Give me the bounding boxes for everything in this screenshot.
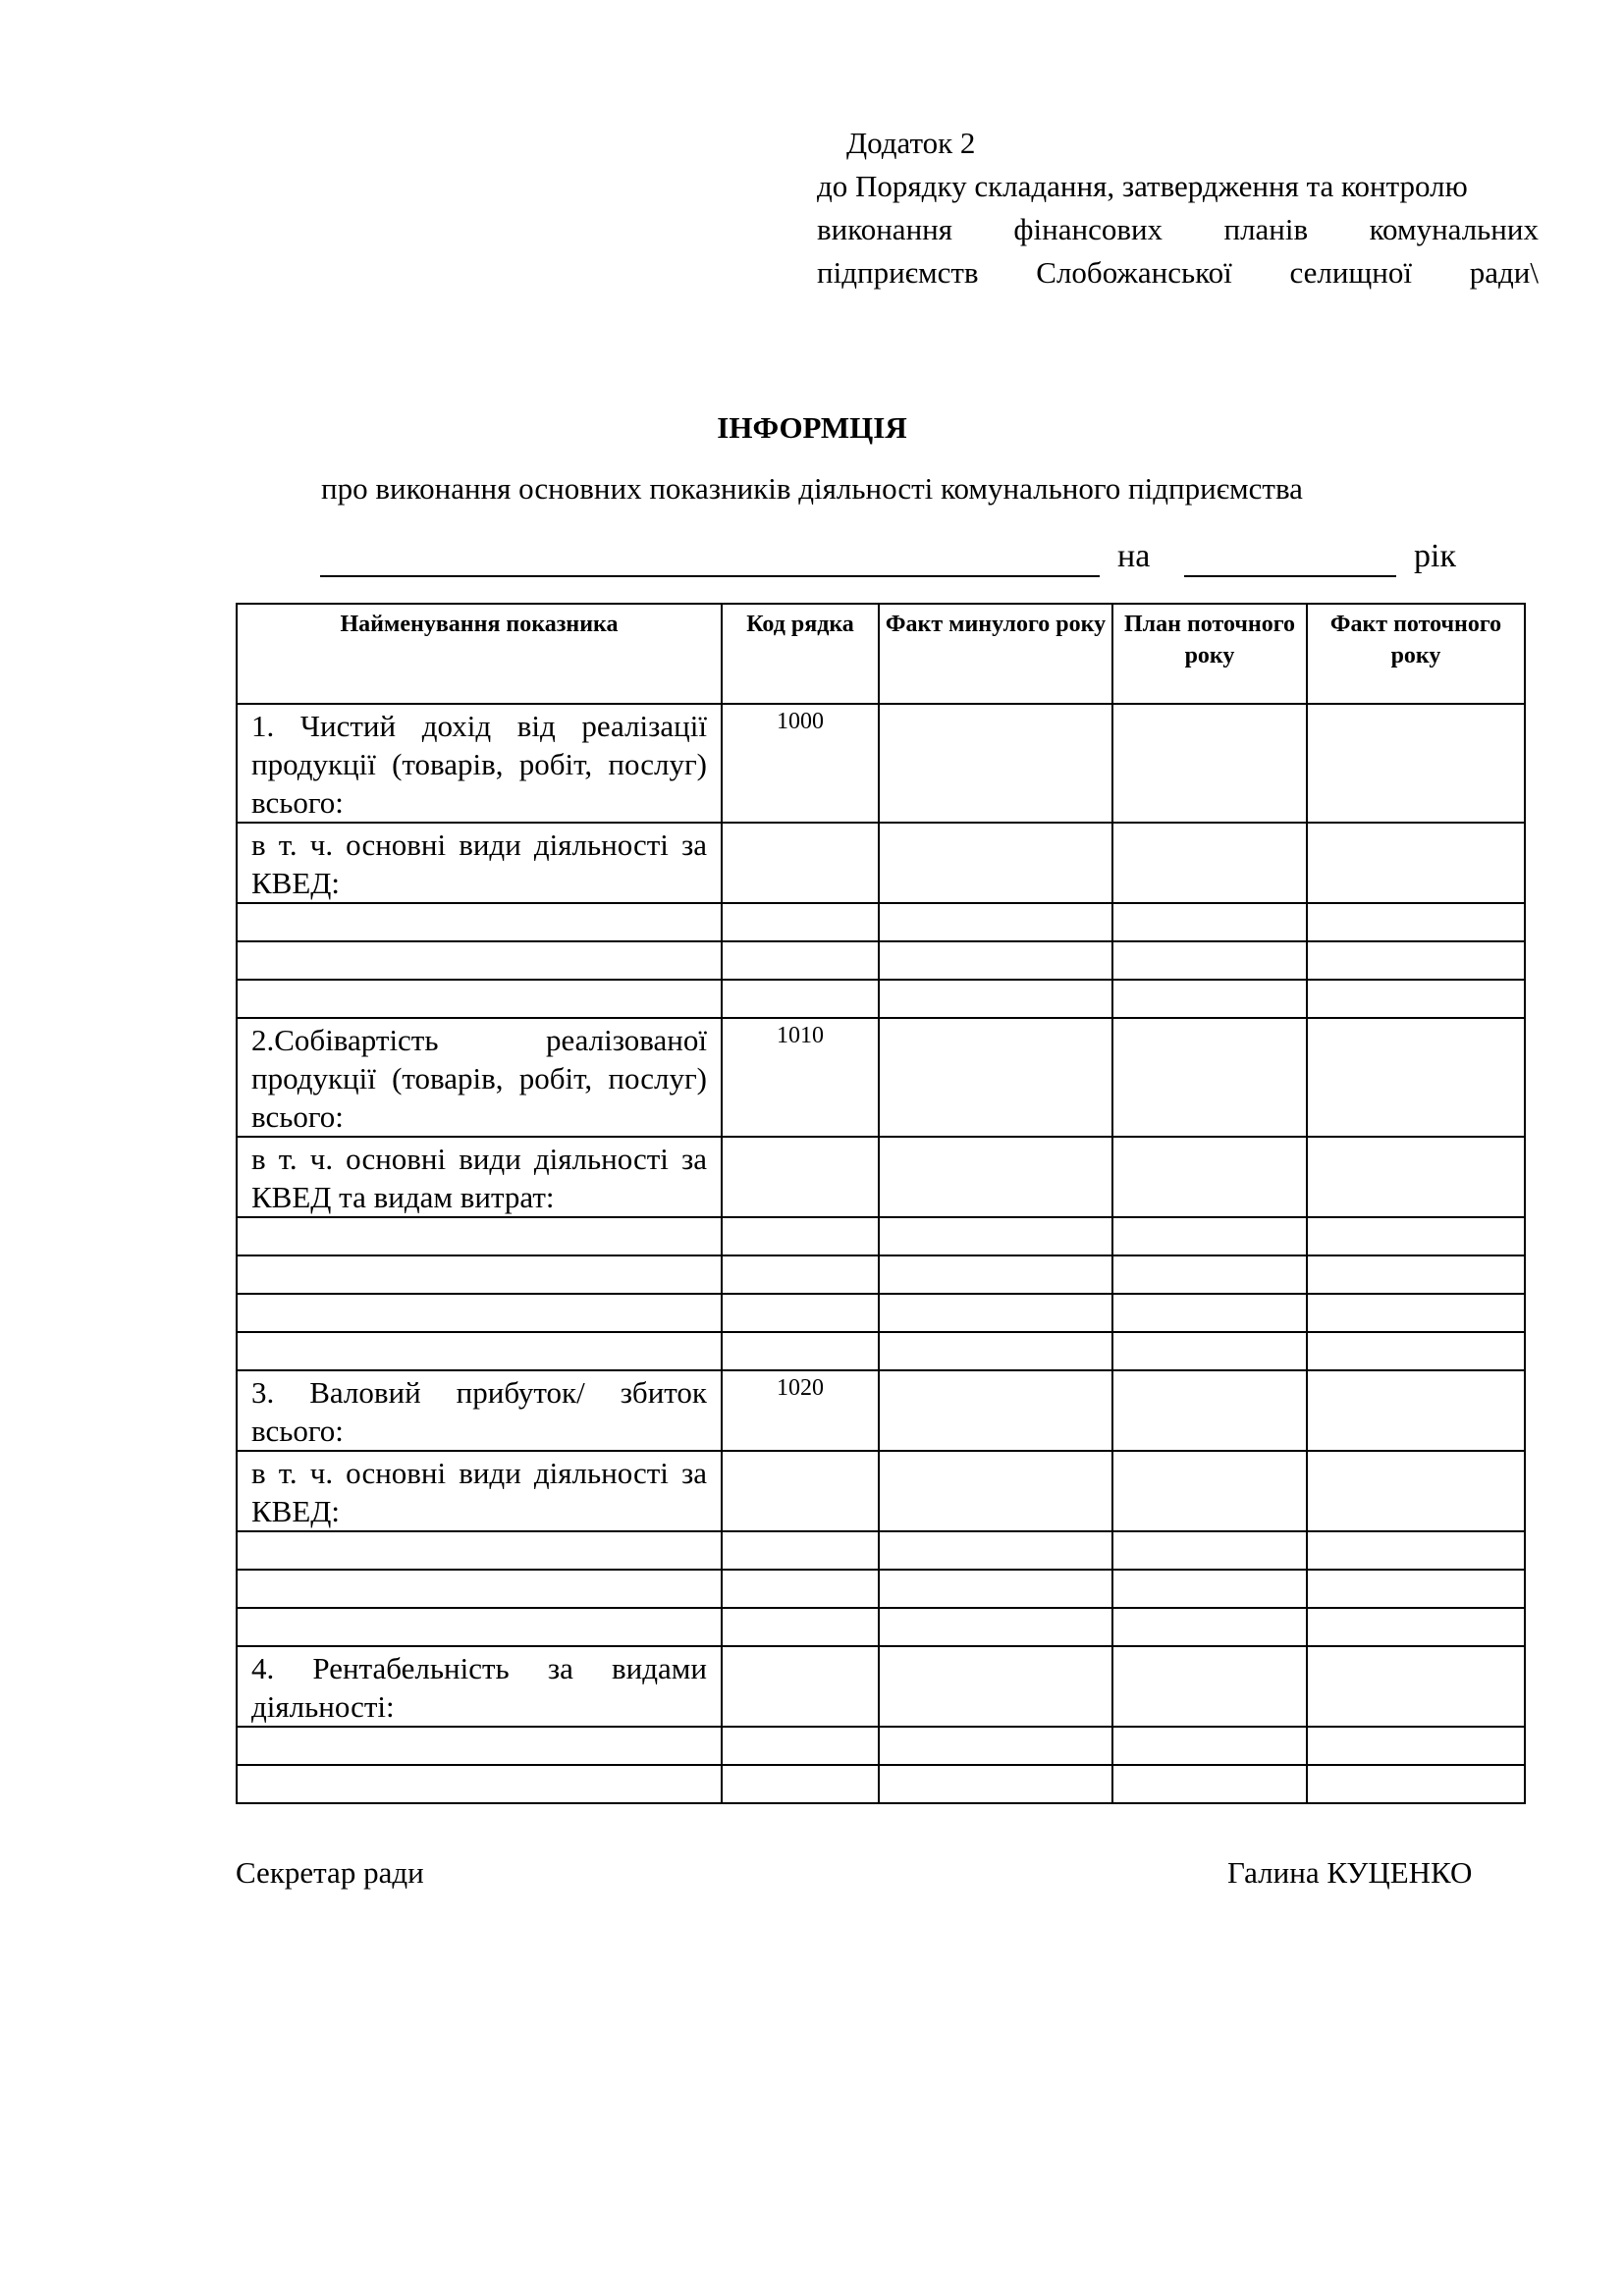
row-code	[722, 903, 879, 941]
plan-curr-cell	[1112, 1217, 1307, 1255]
row-code: 1010	[722, 1018, 879, 1137]
row-code: 1000	[722, 704, 879, 823]
indicator-name	[237, 1332, 722, 1370]
table-row	[237, 1332, 1525, 1370]
fact-prev-cell	[879, 823, 1112, 903]
indicator-name	[237, 1217, 722, 1255]
plan-curr-cell	[1112, 1646, 1307, 1727]
row-code	[722, 1451, 879, 1531]
row-code	[722, 1332, 879, 1370]
row-code: 1020	[722, 1370, 879, 1451]
table-row	[237, 1451, 1525, 1531]
fact-prev-cell	[879, 903, 1112, 941]
plan-curr-cell	[1112, 1727, 1307, 1765]
fact-prev-cell	[879, 1646, 1112, 1727]
fact-curr-cell	[1307, 1217, 1525, 1255]
header-plan-current-year: План поточного року	[1112, 604, 1307, 704]
fact-curr-cell	[1307, 1570, 1525, 1608]
plan-curr-cell	[1112, 1765, 1307, 1803]
table-row	[237, 1570, 1525, 1608]
plan-curr-cell	[1112, 1137, 1307, 1217]
indicator-name	[237, 903, 722, 941]
indicator-name: в т. ч. основні види діяльності за КВЕД:	[237, 823, 722, 903]
fact-curr-cell	[1307, 1332, 1525, 1370]
table-row	[237, 1217, 1525, 1255]
indicators-table	[236, 603, 1526, 1804]
fact-prev-cell	[879, 1608, 1112, 1646]
row-code	[722, 1765, 879, 1803]
row-code	[722, 1137, 879, 1217]
fact-curr-cell	[1307, 941, 1525, 980]
plan-curr-cell	[1112, 1255, 1307, 1294]
row-code	[722, 1217, 879, 1255]
fact-prev-cell	[879, 1294, 1112, 1332]
enterprise-name-blank	[320, 575, 1100, 577]
table-row	[237, 941, 1525, 980]
fact-prev-cell	[879, 704, 1112, 823]
fact-prev-cell	[879, 1765, 1112, 1803]
table-row	[237, 980, 1525, 1018]
indicator-name	[237, 1531, 722, 1570]
fact-prev-cell	[879, 1531, 1112, 1570]
row-code	[722, 1727, 879, 1765]
fact-curr-cell	[1307, 1727, 1525, 1765]
header-indicator-name: Найменування показника	[237, 604, 722, 704]
appendix-number: Додаток 2	[846, 126, 976, 160]
fact-curr-cell	[1307, 1531, 1525, 1570]
indicator-name: в т. ч. основні види діяльності за КВЕД:	[237, 1451, 722, 1531]
indicator-name	[237, 941, 722, 980]
fact-prev-cell	[879, 941, 1112, 980]
plan-curr-cell	[1112, 823, 1307, 903]
indicator-name	[237, 980, 722, 1018]
fact-prev-cell	[879, 1018, 1112, 1137]
header-fact-current-year: Факт поточного року	[1307, 604, 1525, 704]
table-row	[237, 1531, 1525, 1570]
fact-curr-cell	[1307, 1255, 1525, 1294]
plan-curr-cell	[1112, 980, 1307, 1018]
fact-curr-cell	[1307, 1018, 1525, 1137]
table-row	[237, 1294, 1525, 1332]
indicator-name: 2.Собівартість реалізованої продукції (товарів, робіт, послуг) всього:	[237, 1018, 722, 1137]
table-row	[237, 903, 1525, 941]
table-row	[237, 1370, 1525, 1451]
table-row	[237, 1608, 1525, 1646]
header-fact-previous-year: Факт минулого року	[879, 604, 1112, 704]
indicator-name	[237, 1294, 722, 1332]
fact-curr-cell	[1307, 1137, 1525, 1217]
fact-prev-cell	[879, 1332, 1112, 1370]
table-row	[237, 1137, 1525, 1217]
table-row	[237, 704, 1525, 823]
enterprise-period-line	[320, 538, 1469, 583]
table-row	[237, 823, 1525, 903]
plan-curr-cell	[1112, 704, 1307, 823]
indicator-name: 3. Валовий прибуток/ збиток всього:	[237, 1370, 722, 1451]
fact-prev-cell	[879, 1370, 1112, 1451]
appendix-line-4: підприємств Слобожанської селищної ради\	[817, 255, 1539, 290]
indicator-name	[237, 1727, 722, 1765]
fact-prev-cell	[879, 1217, 1112, 1255]
indicator-name	[237, 1608, 722, 1646]
plan-curr-cell	[1112, 1608, 1307, 1646]
row-code	[722, 980, 879, 1018]
plan-curr-cell	[1112, 903, 1307, 941]
fact-curr-cell	[1307, 704, 1525, 823]
plan-curr-cell	[1112, 1370, 1307, 1451]
indicator-name: 1. Чистий дохід від реалізації продукції (товарів, робіт, послуг) всього:	[237, 704, 722, 823]
period-year-word: рік	[1414, 538, 1456, 574]
plan-curr-cell	[1112, 1451, 1307, 1531]
appendix-line-2: до Порядку складання, затвердження та контролю	[817, 169, 1468, 203]
fact-prev-cell	[879, 1570, 1112, 1608]
fact-curr-cell	[1307, 823, 1525, 903]
fact-curr-cell	[1307, 1451, 1525, 1531]
plan-curr-cell	[1112, 1531, 1307, 1570]
period-preposition: на	[1117, 538, 1151, 574]
plan-curr-cell	[1112, 1570, 1307, 1608]
indicator-name: в т. ч. основні види діяльності за КВЕД та видам витрат:	[237, 1137, 722, 1217]
indicator-name	[237, 1570, 722, 1608]
row-code	[722, 823, 879, 903]
row-code	[722, 1570, 879, 1608]
fact-curr-cell	[1307, 1294, 1525, 1332]
table-row	[237, 1255, 1525, 1294]
table-row	[237, 1646, 1525, 1727]
indicator-name	[237, 1765, 722, 1803]
document-title: ІНФОРМЦІЯ	[717, 410, 907, 445]
fact-curr-cell	[1307, 980, 1525, 1018]
row-code	[722, 1646, 879, 1727]
row-code	[722, 1294, 879, 1332]
appendix-line-3: виконання фінансових планів комунальних	[817, 212, 1539, 246]
fact-prev-cell	[879, 1451, 1112, 1531]
year-blank	[1184, 575, 1396, 577]
table-row	[237, 1727, 1525, 1765]
plan-curr-cell	[1112, 941, 1307, 980]
fact-curr-cell	[1307, 1765, 1525, 1803]
fact-curr-cell	[1307, 1646, 1525, 1727]
fact-prev-cell	[879, 1255, 1112, 1294]
appendix-block	[817, 122, 1539, 294]
fact-curr-cell	[1307, 1370, 1525, 1451]
fact-curr-cell	[1307, 1608, 1525, 1646]
header-row-code: Код рядка	[722, 604, 879, 704]
plan-curr-cell	[1112, 1332, 1307, 1370]
fact-prev-cell	[879, 1727, 1112, 1765]
row-code	[722, 941, 879, 980]
plan-curr-cell	[1112, 1018, 1307, 1137]
indicator-name: 4. Рентабельність за видами діяльності:	[237, 1646, 722, 1727]
table-row	[237, 1018, 1525, 1137]
fact-prev-cell	[879, 1137, 1112, 1217]
row-code	[722, 1608, 879, 1646]
indicator-name	[237, 1255, 722, 1294]
row-code	[722, 1531, 879, 1570]
fact-curr-cell	[1307, 903, 1525, 941]
signatory-position: Секретар ради	[236, 1855, 424, 1890]
document-subtitle: про виконання основних показників діяльності комунального підприємства	[321, 471, 1303, 506]
table-row	[237, 1765, 1525, 1803]
plan-curr-cell	[1112, 1294, 1307, 1332]
row-code	[722, 1255, 879, 1294]
fact-prev-cell	[879, 980, 1112, 1018]
signatory-name: Галина КУЦЕНКО	[1227, 1855, 1473, 1890]
